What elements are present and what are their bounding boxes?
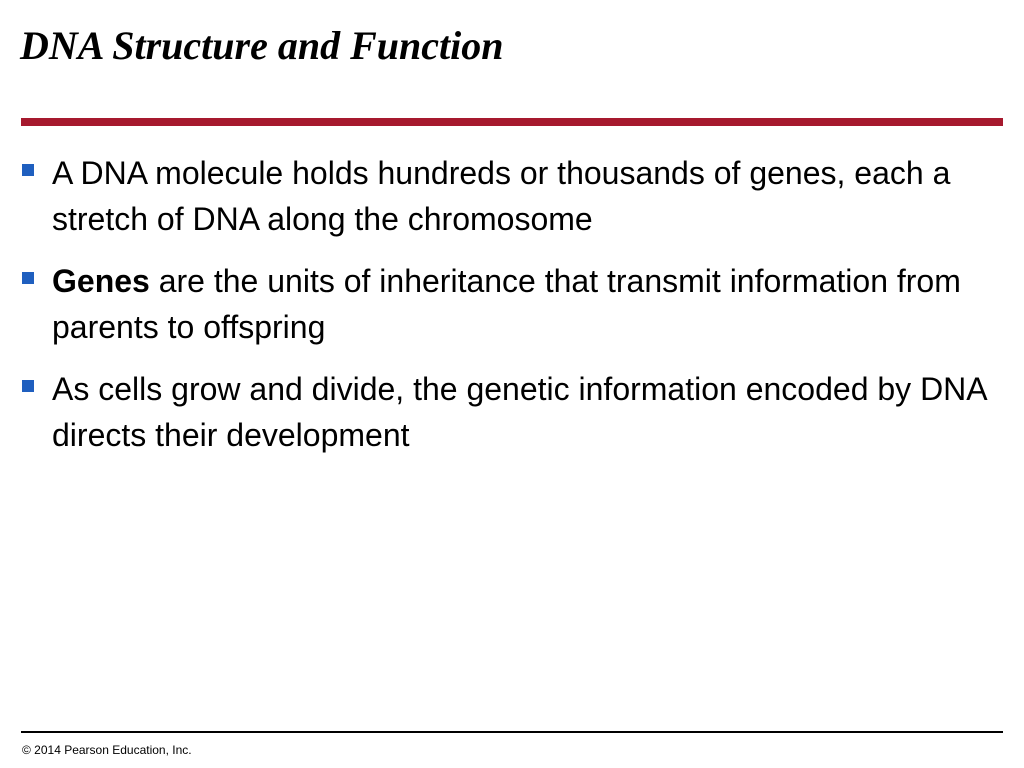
square-bullet-icon bbox=[22, 164, 34, 176]
slide-title: DNA Structure and Function bbox=[20, 23, 504, 68]
square-bullet-icon bbox=[22, 272, 34, 284]
footer-divider bbox=[21, 731, 1003, 733]
bullet-text: As cells grow and divide, the genetic information encoded by DNA directs their development bbox=[52, 371, 986, 453]
bullet-text: A DNA molecule holds hundreds or thousands of genes, each a stretch of DNA along the chromosome bbox=[52, 155, 951, 237]
copyright-footer: © 2014 Pearson Education, Inc. bbox=[22, 743, 192, 757]
bullet-item-genetic-information bbox=[22, 366, 1012, 458]
title-divider bbox=[21, 118, 1003, 126]
bullet-term: Genes bbox=[52, 263, 150, 299]
square-bullet-icon bbox=[22, 380, 34, 392]
bullet-text: are the units of inheritance that transmit information from parents to offspring bbox=[52, 263, 961, 345]
bullet-item-dna-molecule bbox=[22, 150, 1012, 242]
bullet-list bbox=[22, 150, 1012, 474]
bullet-item-genes bbox=[22, 258, 1012, 350]
